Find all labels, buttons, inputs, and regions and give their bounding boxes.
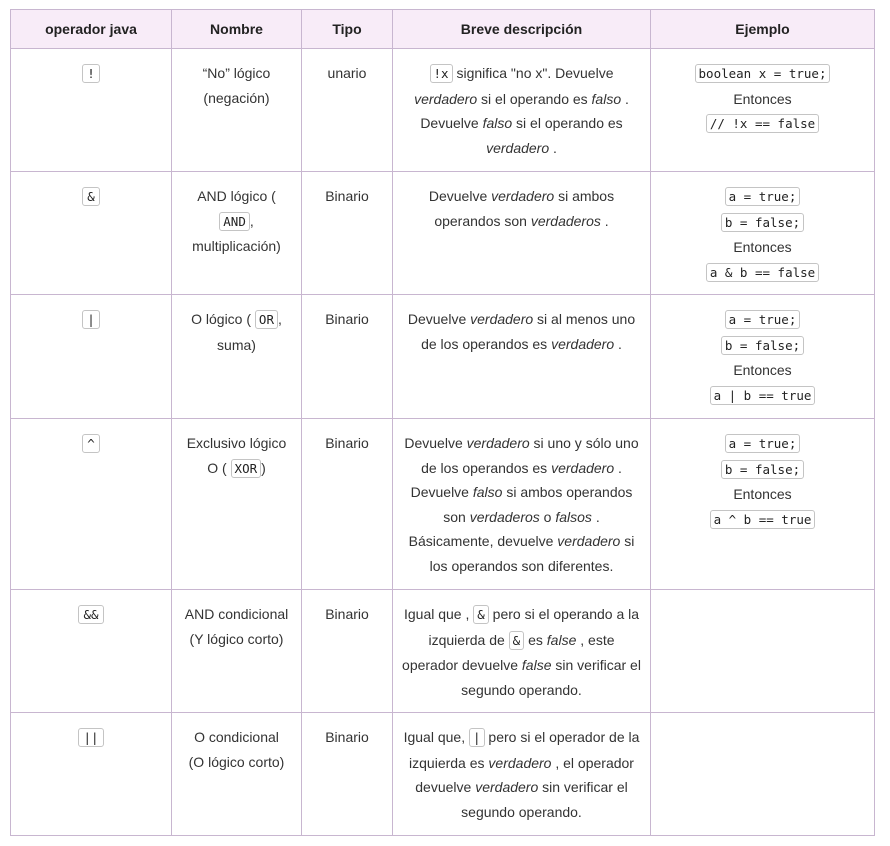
header-operator: operador java [11,10,172,49]
description-cell [393,49,651,172]
example-cell [651,49,875,172]
description-text: , este operador devuelve [402,631,615,674]
name-text: (O lógico corto) [188,753,285,770]
example-code: a ^ b == true [710,510,816,529]
name-cell [172,419,302,590]
description-cell [393,713,651,836]
type-cell: Binario [302,590,393,713]
description-text: , el operador devuelve [415,754,634,796]
description-text: Igual que , [403,606,474,622]
table-row [11,49,875,172]
description-text: Igual que, [403,729,469,745]
example-code: boolean x = true; [695,64,831,83]
table-row [11,590,875,713]
operator-cell [11,590,172,713]
description-emphasis: falsos [555,508,592,525]
name-text: Exclusivo lógico [186,435,287,451]
type-cell: Binario [302,172,393,295]
description-emphasis: verdadero [551,459,615,476]
description-emphasis: verdadero [491,188,555,204]
description-emphasis: falso [591,90,622,107]
operator-cell [11,295,172,419]
description-emphasis: verdaderos [530,212,601,229]
description-text: sin verificar el segundo operando. [461,657,641,698]
header-name: Nombre [172,10,302,49]
description-cell [393,419,651,590]
description-emphasis: verdadero [488,754,552,771]
description-emphasis: verdadero [414,90,478,107]
name-cell [172,590,302,713]
example-code: a & b == false [706,263,819,282]
description-emphasis: falso [482,115,513,132]
example-cell [651,295,875,419]
description-cell [393,172,651,295]
example-cell [651,590,875,713]
name-cell [172,295,302,419]
header-type: Tipo [302,10,393,49]
name-text: suma) [217,336,256,353]
description-text: sin verificar el segundo operando. [461,779,628,820]
description-text: si ambos operandos son [434,188,615,229]
description-text: es [524,631,547,648]
name-text: O condicional [194,729,279,745]
operator-code: ^ [82,434,100,453]
description-text: Devuelve [404,435,467,451]
description-text: . Básicamente, devuelve [408,508,600,550]
description-cell [393,295,651,419]
name-text: AND condicional [184,606,289,622]
description-text: o [539,508,556,525]
name-text: (Y lógico corto) [189,630,284,647]
description-emphasis: verdadero [551,335,615,352]
description-text: pero si el operando a la izquierda de [428,606,640,648]
operator-cell [11,172,172,295]
type-cell: Binario [302,713,393,836]
description-emphasis: verdadero [470,311,534,327]
name-cell [172,49,302,172]
name-cell [172,713,302,836]
description-text: significa "no x". Devuelve [452,65,614,81]
operator-code: || [78,728,103,747]
operators-table [10,9,875,836]
description-cell [393,590,651,713]
description-emphasis: verdadero [475,779,539,796]
table-row [11,419,875,590]
operator-code: | [82,310,100,329]
description-text: si el operando es [477,90,592,107]
description-text: Devuelve [428,188,492,204]
header-description: Breve descripción [393,10,651,49]
inline-code: & [473,605,489,624]
name-code: OR [255,310,278,329]
example-code: a | b == true [710,386,816,405]
example-code: // !x == false [706,114,819,133]
name-text: AND lógico ( [197,188,276,204]
description-text: . [600,212,609,229]
name-text: ) [261,459,266,476]
example-then: Entonces [733,362,792,379]
description-text: si el operando es [512,115,623,132]
example-code: b = false; [721,213,804,232]
inline-code: !x [430,64,453,83]
type-cell: unario [302,49,393,172]
example-code: a = true; [725,310,801,329]
description-text: si los operandos son diferentes. [429,533,635,574]
name-code: XOR [231,459,262,478]
description-text: si ambos operandos son [443,484,633,525]
name-text: , [249,212,254,229]
name-text: O lógico ( [191,311,252,327]
description-emphasis: verdaderos [469,508,540,525]
name-text: , [277,311,282,327]
example-code: a = true; [725,434,801,453]
inline-code: | [469,728,485,747]
description-text: . Devuelve [410,459,622,501]
name-text: “No” lógico [202,65,271,81]
table-row [11,295,875,419]
header-example: Ejemplo [651,10,875,49]
example-then: Entonces [733,90,792,107]
name-cell [172,172,302,295]
table-row [11,713,875,836]
example-cell [651,172,875,295]
operator-code: & [82,187,100,206]
operator-cell [11,49,172,172]
name-text: multiplicación) [192,238,281,255]
example-code: b = false; [721,460,804,479]
description-text: . Devuelve [420,90,629,132]
type-cell: Binario [302,295,393,419]
description-emphasis: verdadero [466,435,530,451]
example-code: b = false; [721,336,804,355]
name-text: O ( [207,459,227,476]
operator-code: && [78,605,103,624]
name-code: AND [219,212,250,231]
operator-cell [11,713,172,836]
operator-cell [11,419,172,590]
example-then: Entonces [733,239,792,256]
table-row [11,172,875,295]
example-cell [651,713,875,836]
example-cell [651,419,875,590]
inline-code: & [509,631,525,650]
description-emphasis: verdadero [557,533,621,550]
type-cell: Binario [302,419,393,590]
description-text: Devuelve [407,311,471,327]
name-text: (negación) [203,89,270,106]
description-text: si uno y sólo uno de los operandos es [421,435,639,476]
description-text: pero si el operador de la izquierda es [409,729,640,771]
example-then: Entonces [733,486,792,503]
operator-code: ! [82,64,100,83]
description-emphasis: false [546,631,577,648]
table-header-row [11,10,875,49]
description-text: . [614,335,622,352]
example-code: a = true; [725,187,801,206]
description-emphasis: falso [472,484,503,501]
description-emphasis: false [521,657,552,674]
description-emphasis: verdadero [486,139,550,156]
description-text: si al menos uno de los operandos es [421,311,636,352]
description-text: . [549,139,557,156]
